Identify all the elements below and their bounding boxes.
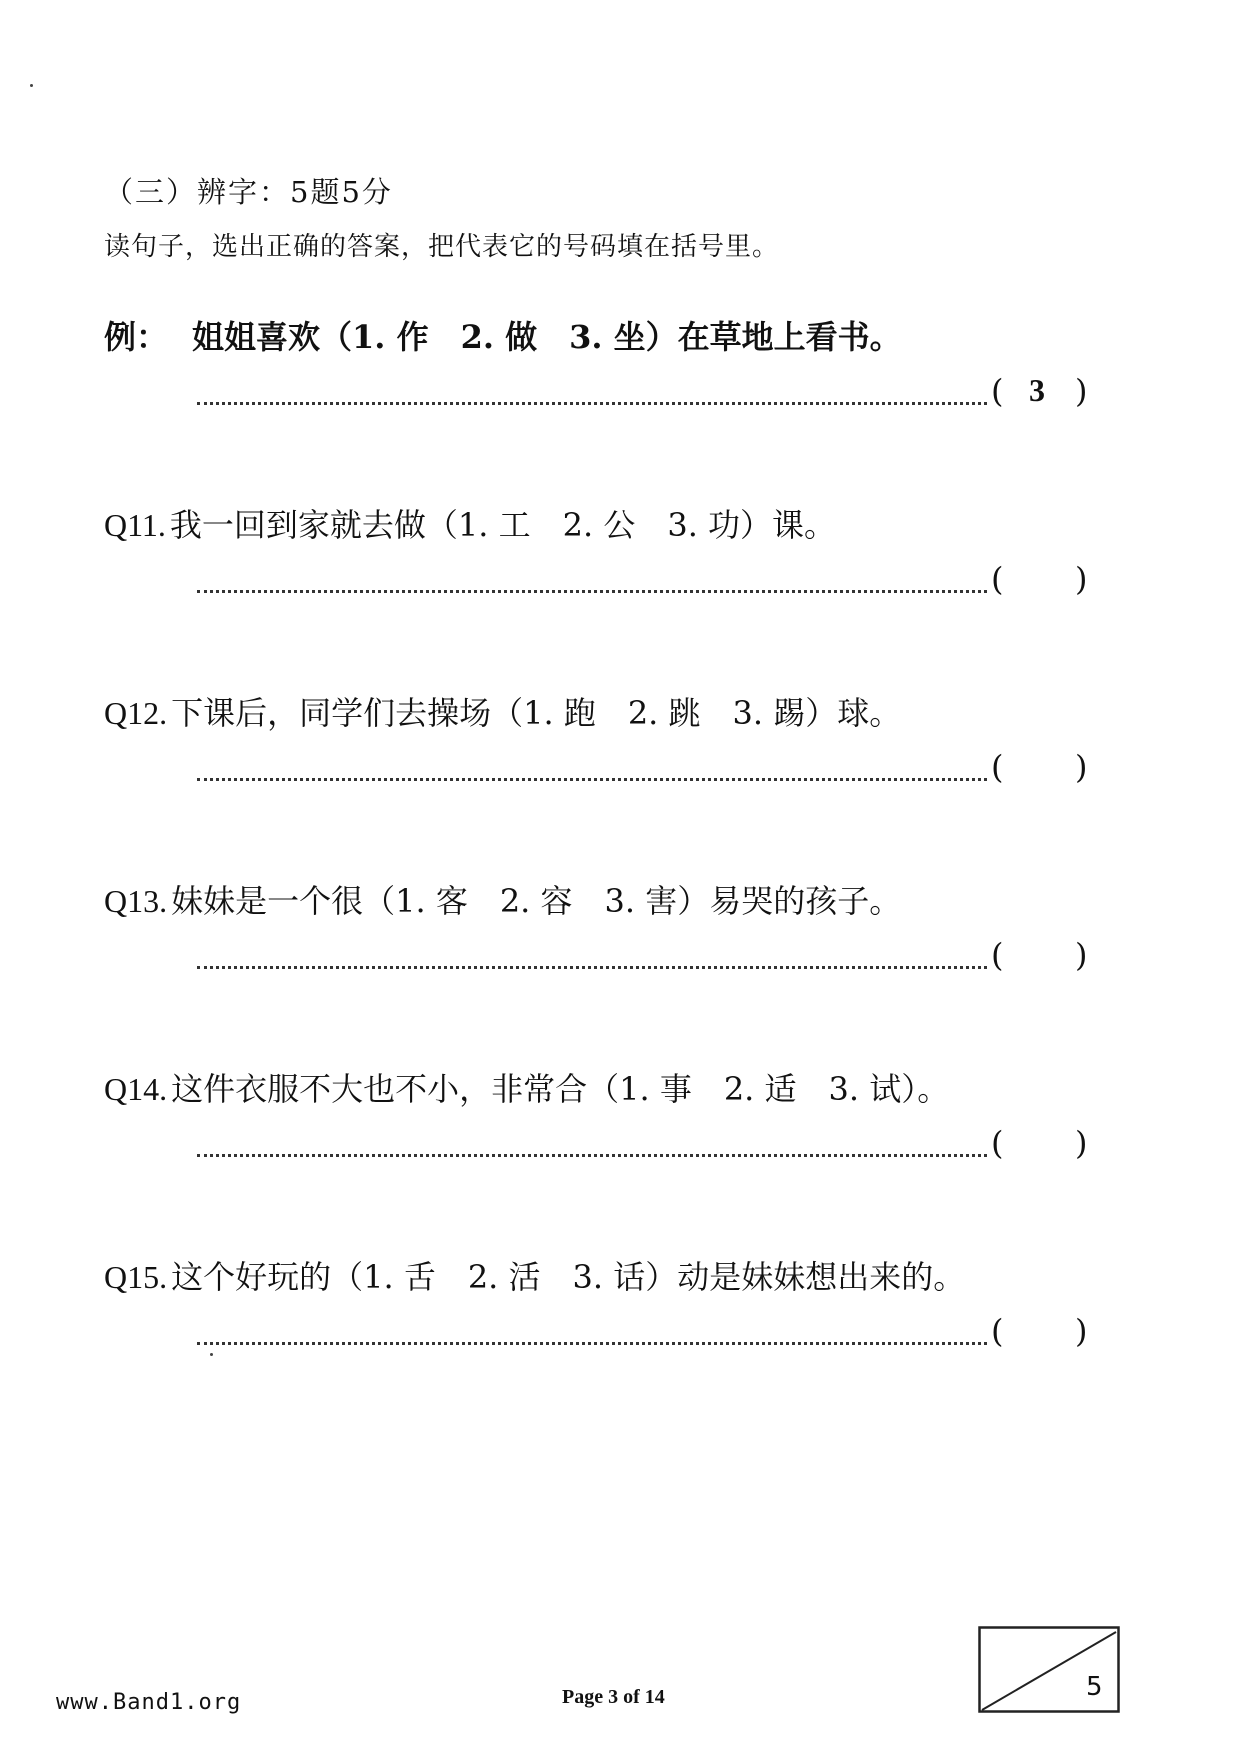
- answer-row-q11: [197, 562, 1092, 602]
- answer-paren-open: (: [991, 1124, 1004, 1162]
- question-text: 这件衣服不大也不小，非常合（1. 事 2. 适 3. 试）。: [171, 1070, 950, 1108]
- question-label: Q12.: [104, 695, 168, 731]
- dotted-leader: [197, 1342, 987, 1345]
- dotted-leader: [197, 966, 987, 969]
- footer-page-number: Page 3 of 14: [562, 1686, 665, 1708]
- answer-paren-open: (: [991, 748, 1004, 786]
- dotted-leader: [197, 402, 987, 405]
- section-title: （三）辨字：5题5分: [104, 175, 393, 209]
- section-instructions: 读句子，选出正确的答案，把代表它的号码填在括号里。: [104, 232, 780, 262]
- question-text: 我一回到家就去做（1. 工 2. 公 3. 功）课。: [169, 506, 837, 544]
- answer-row-q15: [197, 1314, 1092, 1354]
- answer-row-q14: [197, 1126, 1092, 1166]
- example-label: 例：: [104, 319, 169, 355]
- answer-paren-close: ): [1075, 748, 1088, 786]
- answer-paren-close: ): [1075, 1124, 1088, 1162]
- question-q15: [104, 1252, 965, 1298]
- answer-paren-open: (: [991, 1312, 1004, 1350]
- answer-paren-close: ): [1075, 936, 1088, 974]
- answer-paren-open: (: [991, 936, 1004, 974]
- example-question: [104, 312, 902, 358]
- question-q13: [104, 876, 901, 922]
- question-label: Q15.: [104, 1259, 168, 1295]
- answer-paren-close: ): [1075, 372, 1088, 410]
- answer-row-q13: [197, 938, 1092, 978]
- example-text: 姐姐喜欢（1. 作 2. 做 3. 坐）在草地上看书。: [192, 318, 902, 356]
- question-q14: [104, 1064, 949, 1110]
- question-text: 这个好玩的（1. 舌 2. 活 3. 话）动是妹妹想出来的。: [171, 1258, 966, 1296]
- question-text: 妹妹是一个很（1. 客 2. 容 3. 害）易哭的孩子。: [171, 882, 902, 920]
- question-q11: [104, 500, 836, 546]
- dotted-leader: [197, 778, 987, 781]
- answer-paren-close: ): [1075, 1312, 1088, 1350]
- answer-paren-open: (: [991, 372, 1004, 410]
- question-label: Q14.: [104, 1071, 168, 1107]
- footer-site-link[interactable]: www.Band1.org: [56, 1690, 242, 1715]
- score-box: [978, 1626, 1122, 1714]
- question-text: 下课后，同学们去操场（1. 跑 2. 跳 3. 踢）球。: [171, 694, 902, 732]
- dotted-leader: [197, 590, 987, 593]
- dotted-leader: [197, 1154, 987, 1157]
- scan-speck: [30, 84, 33, 87]
- question-label: Q11.: [104, 507, 166, 543]
- question-q12: [104, 688, 901, 734]
- example-answer-row: [197, 374, 1092, 414]
- question-label: Q13.: [104, 883, 168, 919]
- answer-row-q12: [197, 750, 1092, 790]
- score-value: 5: [1086, 1672, 1103, 1702]
- answer-paren-close: ): [1075, 560, 1088, 598]
- example-answer-value: 3: [1029, 372, 1045, 408]
- answer-paren-open: (: [991, 560, 1004, 598]
